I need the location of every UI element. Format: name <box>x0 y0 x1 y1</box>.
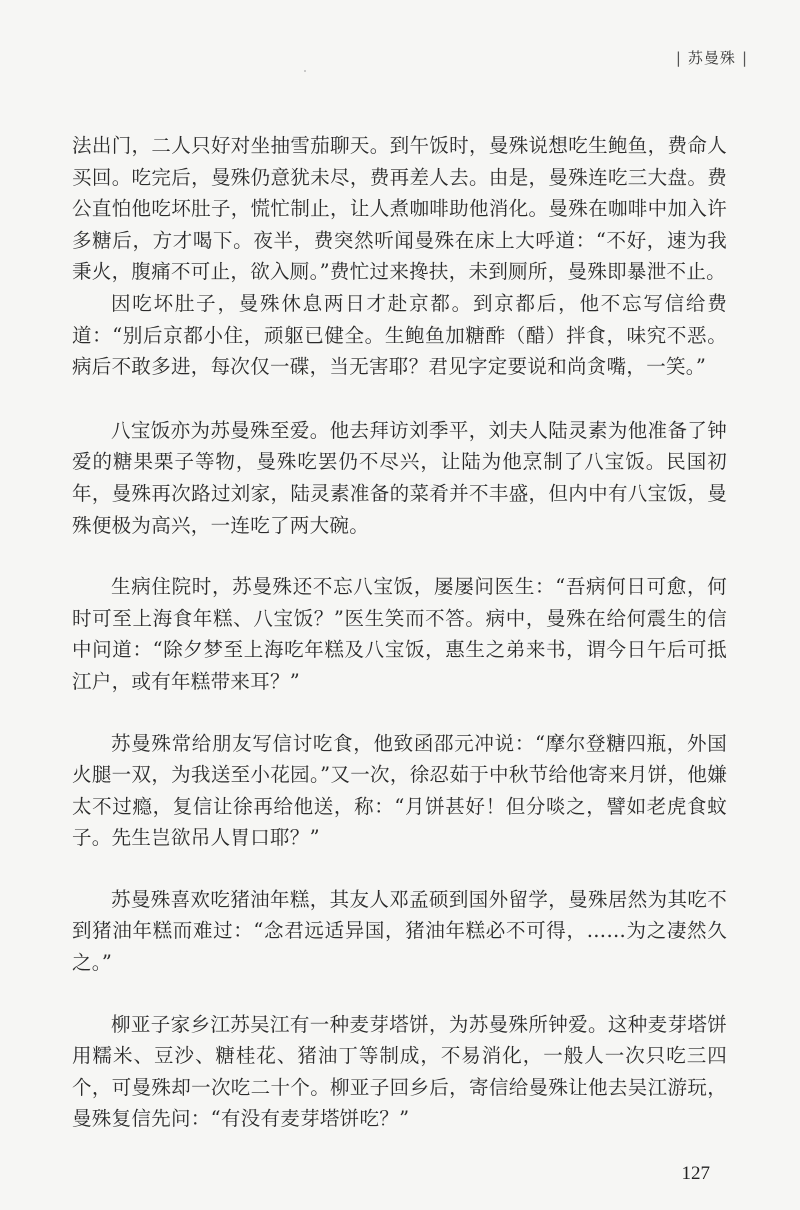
page-number: 127 <box>681 1163 710 1184</box>
paragraph: 苏曼殊常给朋友写信讨吃食，他致函邵元冲说：“摩尔登糖四瓶，外国火腿一双，为我送至小花园。”又一次，徐忍茹于中秋节给他寄来月饼，他嫌太不过瘾，复信让徐再给他送，称：“月饼甚好！但分啖之，譬如老虎食蚊子。先生岂欲吊人胃口耶？” <box>72 731 727 850</box>
paragraph: 八宝饭亦为苏曼殊至爱。他去拜访刘季平，刘夫人陆灵素为他准备了钟爱的糖果栗子等物，曼殊吃罢仍不尽兴，让陆为他烹制了八宝饭。民国初年，曼殊再次路过刘家，陆灵素准备的菜肴并不丰盛，但内中有八宝饭，曼殊便极为高兴，一连吃了两大碗。 <box>72 418 727 537</box>
paragraph: 因吃坏肚子，曼殊休息两日才赴京都。到京都后，他不忘写信给费道：“别后京都小住，顽躯已健全。生鲍鱼加糖酢（醋）拌食，味究不恶。病后不敢多进，每次仅一碟，当无害耶？君见字定要说和尚贪嘴，一笑。” <box>72 291 727 379</box>
paragraph-continued: 法出门，二人只好对坐抽雪茄聊天。到午饭时，曼殊说想吃生鲍鱼，费命人买回。吃完后，曼殊仍意犹未尽，费再差人去。由是，曼殊连吃三大盘。费公直怕他吃坏肚子，慌忙制止，让人煮咖啡助他消化。曼殊在咖啡中加入许多糖后，方才喝下。夜半，费突然听闻曼殊在床上大呼道：“不好，速为我秉火，腹痛不可止，欲入厕。”费忙过来搀扶，未到厕所，曼殊即暴泄不止。 <box>72 134 727 284</box>
header-divider-right: | <box>741 49 748 67</box>
paragraph: 柳亚子家乡江苏吴江有一种麦芽塔饼，为苏曼殊所钟爱。这种麦芽塔饼用糯米、豆沙、糖桂花、猪油丁等制成，不易消化，一般人一次只吃三四个，可曼殊却一次吃二十个。柳亚子回乡后，寄信给曼殊让他去吴江游玩，曼殊复信先问：“有没有麦芽塔饼吃？” <box>72 1012 727 1131</box>
print-speck <box>304 70 306 72</box>
paragraph: 生病住院时，苏曼殊还不忘八宝饭，屡屡问医生：“吾病何日可愈，何时可至上海食年糕、八宝饭？”医生笑而不答。病中，曼殊在给何震生的信中问道：“除夕梦至上海吃年糕及八宝饭，惠生之弟来书，谓今日午后可抵江户，或有年糕带来耳？” <box>72 575 727 693</box>
body-text <box>72 130 727 1135</box>
section-title: 苏曼殊 <box>687 49 736 67</box>
header-divider-left: | <box>675 49 682 67</box>
paragraph: 苏曼殊喜欢吃猪油年糕，其友人邓孟硕到国外留学，曼殊居然为其吃不到猪油年糕而难过：“念君远适异国，猪油年糕必不可得，……为之凄然久之。” <box>72 887 727 975</box>
running-header <box>670 47 754 68</box>
